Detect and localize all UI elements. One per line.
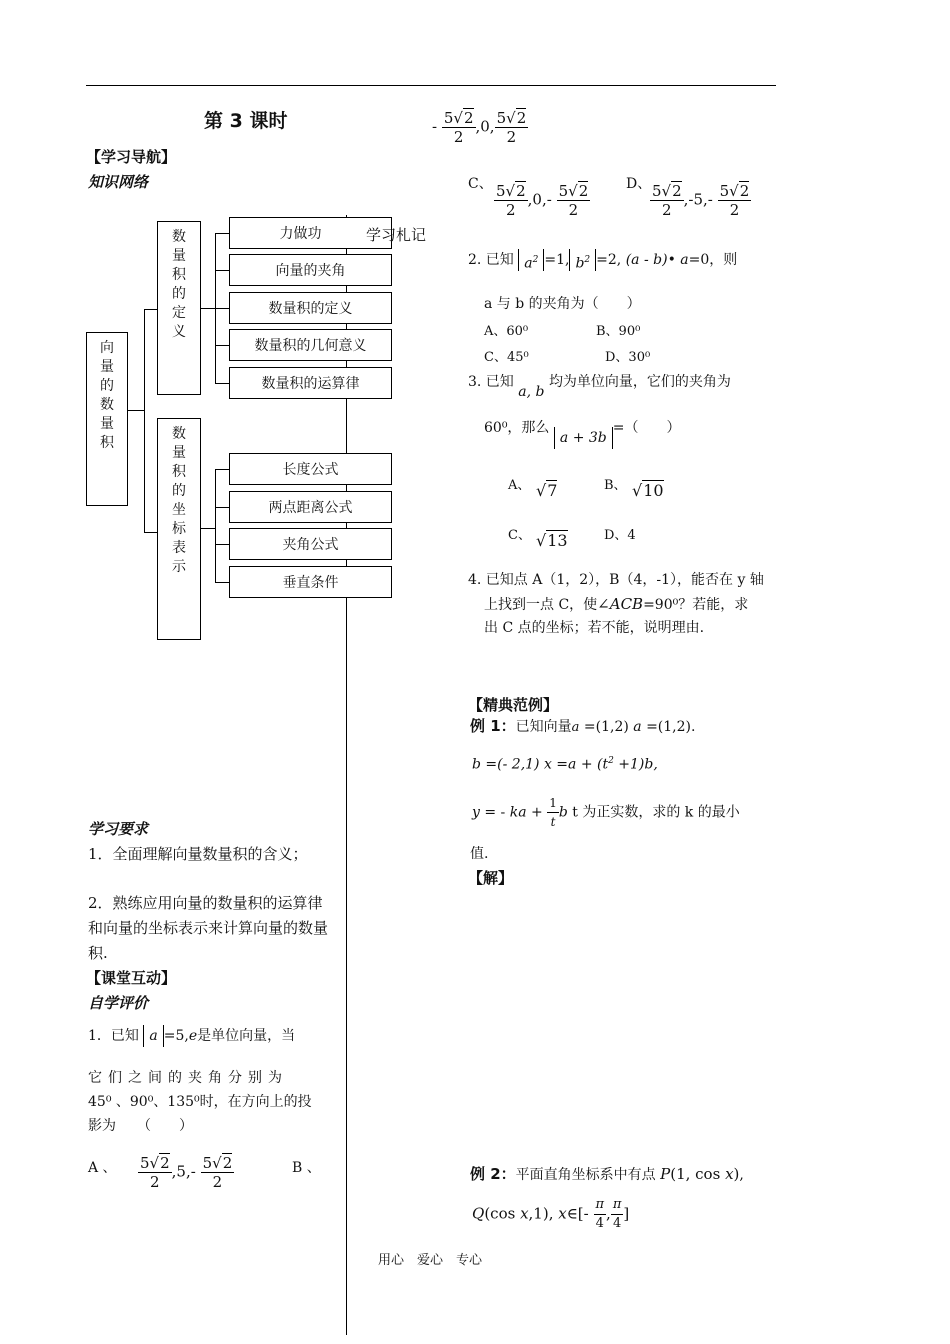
q3-option-b-math: √10 — [632, 481, 664, 500]
diagram-item-perpendicular — [229, 566, 392, 598]
q3-option-b-label: B、 — [604, 478, 627, 493]
ex2-line2-math: Q(cos x,1), x∈[- $\frac{\pi}{4}$ , $\frac{\pi}{4}$ ] — [472, 1197, 630, 1231]
diagram-item-geometric — [229, 329, 392, 361]
nav-header: 【学习导航】 — [86, 148, 177, 166]
requirements-heading: 学习要求 — [88, 820, 149, 838]
requirement-2: 2．熟练应用向量的数量积的运算律和向量的坐标表示来计算向量的数量积. — [88, 894, 329, 962]
branch-definition-label: 数量积的定义 — [172, 229, 186, 340]
q1-option-b-math: - $\frac{5√2}{2}$ ,0, $\frac{5√2}{2}$ — [432, 109, 527, 146]
ex1-line2-math: b =(- 2,1) $x =a + (t^2 +1)b$, — [472, 756, 658, 773]
q2-option-d: D、30⁰ — [605, 350, 651, 365]
q1-text-c: 是单位向量，当 — [197, 1028, 296, 1044]
q4-line1: 4. 已知点 A（1，2），B（4，-1），能否在 y 轴 — [468, 572, 764, 588]
q1-option-d-math: $\frac{5√2}{2}$ ,-5,- $\frac{5√2}{2}$ — [652, 182, 750, 219]
diagram-branch-coordinate — [157, 418, 201, 640]
diagram-item-laws — [229, 367, 392, 399]
q3-option-c-label: C、 — [508, 528, 531, 543]
ex2-text: 平面直角坐标系中有点 — [515, 1167, 656, 1183]
ex2-label: 例 2： — [470, 1165, 516, 1183]
q2-text-a: 2. 已知 — [468, 252, 514, 268]
notes-label: 学习札记 — [366, 226, 427, 244]
q3-line2 — [484, 416, 681, 446]
requirement-1: 1．全面理解向量数量积的含义； — [88, 845, 308, 863]
q3-text-d: =（ ） — [612, 420, 681, 436]
diagram-item-length — [229, 453, 392, 485]
q3-text-c: 60⁰，那么 — [484, 420, 550, 436]
q1-line3: 45⁰ 、90⁰、135⁰时，在方向上的投 — [88, 1094, 312, 1110]
diagram-item-angle-formula — [229, 528, 392, 560]
q4-text-b: =90⁰？若能，求 — [643, 597, 749, 613]
item-laws-label: 数量积的运算律 — [261, 376, 360, 392]
classroom-header: 【课堂互动】 — [86, 969, 177, 987]
examples-header: 【精典范例】 — [468, 696, 559, 714]
q3-line1: 3. 已知 a, b 均为单位向量，它们的夹角为 — [468, 374, 731, 400]
q4-text-a: 上找到一点 C，使 — [484, 597, 598, 613]
q2-option-b: B、90⁰ — [596, 324, 641, 339]
q3-text-a: 3. 已知 — [468, 374, 514, 390]
q4-line2: 上找到一点 C，使∠ACB=90⁰？若能，求 — [484, 595, 749, 613]
ex1-text-cont: t 为正实数，求的 k 的最小 — [572, 804, 740, 821]
self-eval-heading: 自学评价 — [88, 994, 149, 1012]
q1-line2: 它们之间的夹角分别为 — [88, 1070, 288, 1086]
ex1-text-a: 已知向量 — [515, 719, 572, 735]
q1-option-a-math: $\frac{5√2}{2}$ ,5,- $\frac{5√2}{2}$ — [140, 1154, 233, 1191]
knowledge-net-heading: 知识网络 — [88, 173, 149, 191]
solution-label: 【解】 — [468, 869, 514, 887]
top-rule — [86, 85, 776, 86]
q3-option-a-math: √7 — [536, 481, 558, 500]
ex1-label: 例 1： — [470, 717, 516, 735]
item-geometric-label: 数量积的几何意义 — [254, 338, 367, 354]
q2-option-a: A、60⁰ — [484, 324, 529, 339]
diagram-root — [86, 332, 128, 506]
item-perpendicular-label: 垂直条件 — [282, 575, 339, 591]
q4-line3: 出 C 点的坐标；若不能，说明理由. — [484, 620, 705, 636]
q1-line1: 1．已知 a =5,e是单位向量，当 — [88, 1024, 295, 1048]
item-length-label: 长度公式 — [282, 462, 339, 478]
q1-text-b: =5, — [163, 1028, 189, 1044]
q2-option-c: C、45⁰ — [484, 350, 529, 365]
q1-abs-a: a — [143, 1025, 163, 1047]
q2-text-d: =0，则 — [688, 252, 738, 268]
q1-option-b-label: B 、 — [292, 1160, 321, 1176]
q1-line4: 影为 （ ） — [88, 1118, 193, 1134]
diagram-root-label: 向量的数量积 — [100, 340, 114, 451]
q3-abs-expr: a + 3b — [554, 427, 613, 449]
item-angle-label: 向量的夹角 — [275, 263, 346, 279]
lesson-title: 第 3 课时 — [204, 110, 288, 132]
ex1-line3: y = - ka + $\frac{1}{t}$ b t 为正实数，求的 k 的最小 — [472, 796, 740, 829]
branch-coordinate-label: 数量积的坐标表示 — [172, 426, 186, 575]
q2-line1: 2. 已知 $a^2 =1$, $b^2 =2$, (a - b)• a=0，则 — [468, 248, 737, 272]
q2-line2: a 与 b 的夹角为（ ） — [484, 296, 641, 312]
q3-option-c-math: √13 — [536, 531, 568, 550]
item-definition-label: 数量积的定义 — [268, 301, 353, 317]
q2-abs-a: $a^2$ — [518, 249, 544, 271]
q3-option-d: D、4 — [604, 528, 636, 543]
ex1-line1: 例 1：已知向量a =(1,2) a =(1,2). — [470, 717, 696, 735]
diagram-item-angle — [229, 254, 392, 286]
q3-option-a-label: A、 — [508, 478, 531, 493]
diagram-item-definition — [229, 292, 392, 324]
item-work-label: 力做功 — [279, 226, 322, 242]
q1-option-d-label: D、 — [626, 176, 652, 192]
diagram-item-distance — [229, 491, 392, 523]
q3-text-b: 均为单位向量，它们的夹角为 — [548, 374, 731, 390]
q1-text-a: 1．已知 — [88, 1028, 139, 1044]
diagram-branch-definition — [157, 221, 201, 395]
item-angle-formula-label: 夹角公式 — [282, 537, 339, 553]
q2-text-c: =2, — [596, 252, 622, 268]
ex2-line1: 例 2：平面直角坐标系中有点 P(1, cos x), — [470, 1165, 744, 1183]
page-footer: 用心 爱心 专心 — [378, 1253, 483, 1268]
q1-option-a-label: A 、 — [88, 1160, 117, 1176]
q2-abs-b: $b^2$ — [569, 249, 596, 271]
q2-text-b: =1, — [544, 252, 570, 268]
item-distance-label: 两点距离公式 — [268, 500, 353, 516]
ex1-end: 值. — [470, 846, 489, 862]
q1-option-c-math: $\frac{5√2}{2}$ ,0,- $\frac{5√2}{2}$ — [496, 182, 589, 219]
q1-option-c-label: C、 — [468, 176, 493, 192]
